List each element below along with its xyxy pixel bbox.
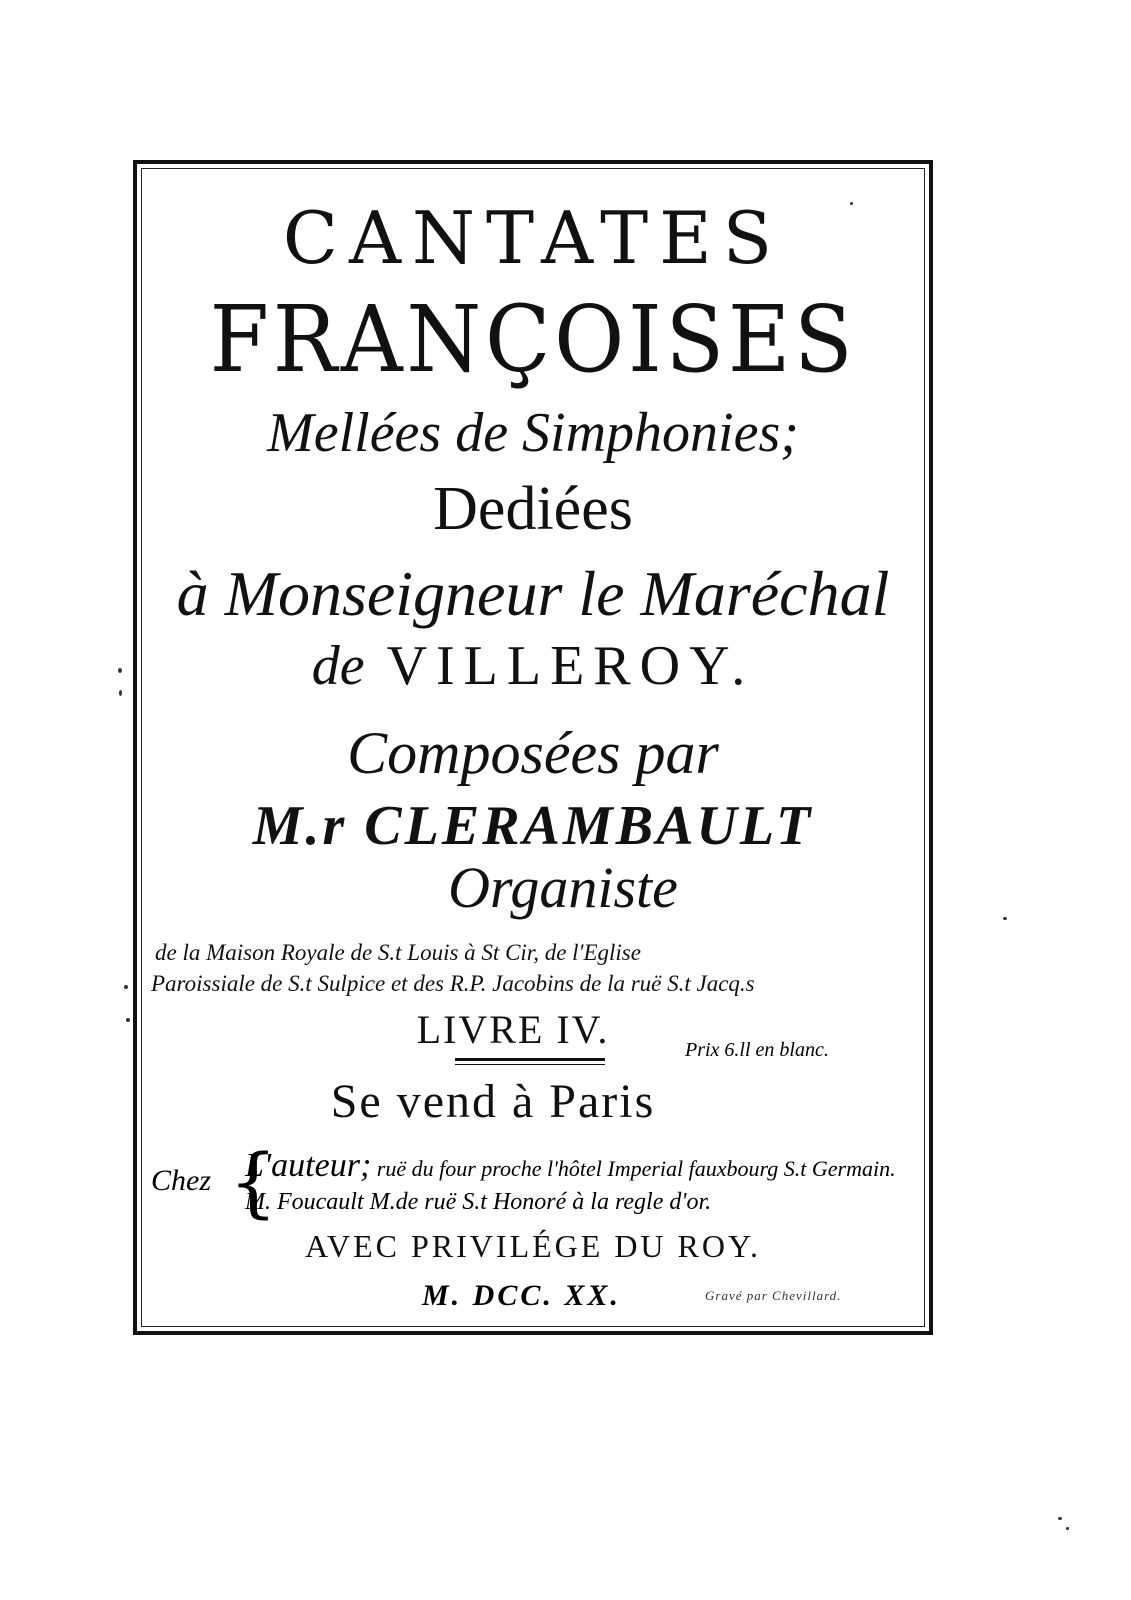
scan-speck [1058,1517,1062,1520]
chez-label: Chez [151,1164,211,1197]
brace-icon: { [229,1137,278,1226]
title-line-2: FRANÇOISES [209,286,857,393]
book-number-text: LIVRE IV. [416,1007,610,1052]
author-name: M.r CLERAMBAULT [252,795,814,857]
price: Prix 6.ll en blanc. [685,1039,829,1061]
title-line-1: CANTATES [282,196,784,280]
address-author-rest: ruë du four proche l'hôtel Imperial fauxbourg S.t Germain. [371,1156,896,1181]
institution-line-1: de la Maison Royale de S.t Louis à St Cir, de l'Eglise [155,940,641,965]
scan-speck [126,1018,130,1022]
patron-line [137,634,929,698]
composed-by: Composées par [347,720,719,786]
scan-speck [850,202,853,205]
book-underline [455,1058,605,1061]
scan-speck [118,668,122,673]
royal-privilege: AVEC PRIVILÉGE DU ROY. [305,1228,761,1264]
patron-particle: de [311,635,365,697]
institution-line-2: Paroissiale de S.t Sulpice et des R.P. Jacobins de la ruë S.t Jacq.s [151,971,755,996]
dedication-heading: Dediées [433,475,633,543]
publication-date: M. DCC. XX. [422,1279,621,1312]
author-role: Organiste [448,855,678,920]
engraver-credit: Gravé par Chevillard. [705,1288,842,1303]
scan-speck [124,985,128,989]
address-author [245,1147,896,1185]
scan-speck [119,690,122,696]
address-merchant: M. Foucault M.de ruë S.t Honoré à la regle d'or. [245,1189,712,1215]
dedication-recipient: à Monseigneur le Maréchal [176,558,890,629]
scan-speck [1003,917,1007,920]
patron-name: VILLEROY. [386,635,755,697]
title-page-border [133,160,933,1335]
scan-speck [1066,1527,1069,1530]
book-underline-thin [455,1064,605,1065]
address-author-lead: L'auteur; [245,1147,372,1184]
subtitle: Mellées de Simphonies; [267,402,799,464]
sold-at: Se vend à Paris [330,1075,656,1128]
